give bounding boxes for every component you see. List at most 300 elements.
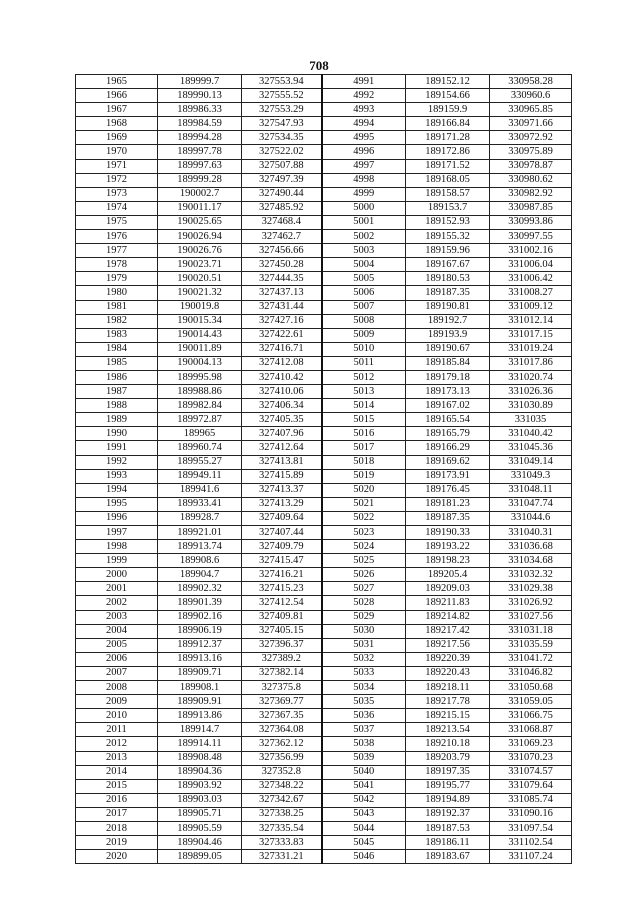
table-cell: 331074.57	[490, 765, 572, 779]
table-cell: 5007	[322, 300, 406, 314]
table-cell: 189186.11	[406, 836, 490, 850]
table-cell: 327405.35	[242, 413, 322, 427]
table-cell: 2003	[76, 610, 158, 624]
table-cell: 5025	[322, 554, 406, 568]
table-cell: 190019.8	[158, 300, 242, 314]
table-cell: 327407.96	[242, 427, 322, 441]
table-cell: 5043	[322, 807, 406, 821]
table-cell: 327335.54	[242, 821, 322, 835]
table-cell: 331009.12	[490, 300, 572, 314]
table-cell: 4999	[322, 187, 406, 201]
table-cell: 1977	[76, 244, 158, 258]
table-cell: 331019.24	[490, 342, 572, 356]
table-cell: 331059.05	[490, 695, 572, 709]
table-cell: 327416.71	[242, 342, 322, 356]
table-cell: 327407.44	[242, 526, 322, 540]
table-cell: 331050.68	[490, 681, 572, 695]
table-cell: 327333.83	[242, 836, 322, 850]
table-cell: 331044.6	[490, 511, 572, 525]
table-cell: 189210.18	[406, 737, 490, 751]
table-cell: 331085.74	[490, 793, 572, 807]
table-row	[76, 300, 572, 314]
table-cell: 190004.13	[158, 356, 242, 370]
table-row	[76, 441, 572, 455]
table-cell: 1991	[76, 441, 158, 455]
table-cell: 327507.88	[242, 159, 322, 173]
table-cell: 189211.83	[406, 596, 490, 610]
table-cell: 189167.02	[406, 399, 490, 413]
table-cell: 189995.98	[158, 370, 242, 384]
table-cell: 327450.28	[242, 258, 322, 272]
table-cell: 1988	[76, 399, 158, 413]
table-cell: 1966	[76, 89, 158, 103]
table-cell: 189158.57	[406, 187, 490, 201]
table-cell: 331032.32	[490, 568, 572, 582]
table-cell: 5045	[322, 836, 406, 850]
table-cell: 327485.92	[242, 201, 322, 215]
table-cell: 189913.16	[158, 652, 242, 666]
table-cell: 327375.8	[242, 681, 322, 695]
table-cell: 189955.27	[158, 455, 242, 469]
table-cell: 189902.32	[158, 582, 242, 596]
table-cell: 189173.13	[406, 385, 490, 399]
table-cell: 1989	[76, 413, 158, 427]
table-cell: 4995	[322, 131, 406, 145]
table-cell: 327409.64	[242, 511, 322, 525]
table-cell: 327367.35	[242, 709, 322, 723]
table-cell: 1994	[76, 483, 158, 497]
table-cell: 189165.79	[406, 427, 490, 441]
table-row	[76, 681, 572, 695]
table-cell: 331102.54	[490, 836, 572, 850]
table-cell: 189215.15	[406, 709, 490, 723]
table-row	[76, 286, 572, 300]
table-cell: 189190.81	[406, 300, 490, 314]
table-cell: 189214.82	[406, 610, 490, 624]
table-cell: 189899.05	[158, 850, 242, 864]
table-cell: 5019	[322, 469, 406, 483]
table-cell: 327416.21	[242, 568, 322, 582]
table-row	[76, 638, 572, 652]
table-cell: 327468.4	[242, 215, 322, 229]
table-row	[76, 610, 572, 624]
table-row	[76, 596, 572, 610]
table-cell: 189203.79	[406, 751, 490, 765]
table-cell: 5041	[322, 779, 406, 793]
table-cell: 189984.59	[158, 117, 242, 131]
table-cell: 189154.66	[406, 89, 490, 103]
table-cell: 189185.84	[406, 356, 490, 370]
table-cell: 327522.02	[242, 145, 322, 159]
table-cell: 189187.35	[406, 286, 490, 300]
table-cell: 4997	[322, 159, 406, 173]
table-cell: 327409.79	[242, 540, 322, 554]
table-cell: 5013	[322, 385, 406, 399]
table-cell: 5023	[322, 526, 406, 540]
table-cell: 2015	[76, 779, 158, 793]
table-row	[76, 117, 572, 131]
table-cell: 327331.21	[242, 850, 322, 864]
table-cell: 189999.28	[158, 173, 242, 187]
table-cell: 331107.24	[490, 850, 572, 864]
table-cell: 327413.81	[242, 455, 322, 469]
table-cell: 189172.86	[406, 145, 490, 159]
table-cell: 189999.7	[158, 75, 242, 89]
table-cell: 189153.7	[406, 201, 490, 215]
table-row	[76, 370, 572, 384]
table-cell: 331030.89	[490, 399, 572, 413]
table-cell: 5016	[322, 427, 406, 441]
table-row	[76, 356, 572, 370]
table-cell: 189166.84	[406, 117, 490, 131]
table-cell: 330958.28	[490, 75, 572, 89]
table-row	[76, 314, 572, 328]
table-cell: 331026.92	[490, 596, 572, 610]
table-row	[76, 469, 572, 483]
table-cell: 327369.77	[242, 695, 322, 709]
table-cell: 189217.42	[406, 624, 490, 638]
table-cell: 1965	[76, 75, 158, 89]
table-row	[76, 807, 572, 821]
table-cell: 330980.62	[490, 173, 572, 187]
table-cell: 189193.9	[406, 328, 490, 342]
table-cell: 189152.93	[406, 215, 490, 229]
table-cell: 1982	[76, 314, 158, 328]
table-row	[76, 75, 572, 89]
table-row	[76, 131, 572, 145]
table-row	[76, 709, 572, 723]
table-cell: 327389.2	[242, 652, 322, 666]
table-cell: 189914.7	[158, 723, 242, 737]
table-cell: 331031.18	[490, 624, 572, 638]
table-cell: 5015	[322, 413, 406, 427]
table-cell: 5020	[322, 483, 406, 497]
table-cell: 5033	[322, 666, 406, 680]
table-cell: 190021.32	[158, 286, 242, 300]
table-cell: 5035	[322, 695, 406, 709]
table-cell: 5044	[322, 821, 406, 835]
table-cell: 330997.55	[490, 230, 572, 244]
table-cell: 1996	[76, 511, 158, 525]
table-cell: 327437.13	[242, 286, 322, 300]
table-cell: 2018	[76, 821, 158, 835]
table-cell: 5024	[322, 540, 406, 554]
table-cell: 189183.67	[406, 850, 490, 864]
table-cell: 327410.42	[242, 370, 322, 384]
table-row	[76, 483, 572, 497]
table-row	[76, 215, 572, 229]
table-cell: 1999	[76, 554, 158, 568]
table-cell: 189159.96	[406, 244, 490, 258]
table-row	[76, 666, 572, 680]
table-cell: 1971	[76, 159, 158, 173]
table-cell: 5012	[322, 370, 406, 384]
table-cell: 1981	[76, 300, 158, 314]
table-cell: 4992	[322, 89, 406, 103]
table-cell: 189167.67	[406, 258, 490, 272]
table-cell: 189994.28	[158, 131, 242, 145]
table-cell: 331017.86	[490, 356, 572, 370]
table-row	[76, 511, 572, 525]
table-cell: 189159.9	[406, 103, 490, 117]
table-cell: 189166.29	[406, 441, 490, 455]
table-cell: 189171.52	[406, 159, 490, 173]
table-cell: 189152.12	[406, 75, 490, 89]
table-row	[76, 399, 572, 413]
table-cell: 327362.12	[242, 737, 322, 751]
table-cell: 190020.51	[158, 272, 242, 286]
table-cell: 189905.59	[158, 821, 242, 835]
table-cell: 189908.1	[158, 681, 242, 695]
table-cell: 190011.89	[158, 342, 242, 356]
table-cell: 331006.42	[490, 272, 572, 286]
table-cell: 2011	[76, 723, 158, 737]
table-cell: 5003	[322, 244, 406, 258]
table-cell: 189190.67	[406, 342, 490, 356]
table-cell: 189192.7	[406, 314, 490, 328]
table-row	[76, 427, 572, 441]
table-cell: 1992	[76, 455, 158, 469]
table-cell: 189193.22	[406, 540, 490, 554]
table-cell: 189217.56	[406, 638, 490, 652]
table-cell: 330975.89	[490, 145, 572, 159]
table-cell: 5031	[322, 638, 406, 652]
table-cell: 1998	[76, 540, 158, 554]
table-cell: 5005	[322, 272, 406, 286]
table-cell: 189988.86	[158, 385, 242, 399]
table-cell: 5009	[322, 328, 406, 342]
table-cell: 5002	[322, 230, 406, 244]
table-cell: 327456.66	[242, 244, 322, 258]
table-cell: 5046	[322, 850, 406, 864]
table-cell: 327348.22	[242, 779, 322, 793]
table-cell: 189928.7	[158, 511, 242, 525]
table-cell: 327462.7	[242, 230, 322, 244]
table-cell: 327410.06	[242, 385, 322, 399]
table-cell: 327415.47	[242, 554, 322, 568]
table-cell: 189194.89	[406, 793, 490, 807]
table-cell: 327382.14	[242, 666, 322, 680]
table-row	[76, 695, 572, 709]
table-cell: 327405.15	[242, 624, 322, 638]
table-cell: 331048.11	[490, 483, 572, 497]
table-cell: 331020.74	[490, 370, 572, 384]
table-cell: 2012	[76, 737, 158, 751]
table-cell: 5032	[322, 652, 406, 666]
table-cell: 189155.32	[406, 230, 490, 244]
table-cell: 189904.7	[158, 568, 242, 582]
table-cell: 327364.08	[242, 723, 322, 737]
table-cell: 327422.61	[242, 328, 322, 342]
table-cell: 327396.37	[242, 638, 322, 652]
table-cell: 1980	[76, 286, 158, 300]
table-cell: 331027.56	[490, 610, 572, 624]
table-cell: 327415.89	[242, 469, 322, 483]
table-cell: 327534.35	[242, 131, 322, 145]
table-cell: 5042	[322, 793, 406, 807]
table-cell: 1969	[76, 131, 158, 145]
table-cell: 5008	[322, 314, 406, 328]
table-cell: 327413.37	[242, 483, 322, 497]
table-cell: 1986	[76, 370, 158, 384]
table-cell: 331002.16	[490, 244, 572, 258]
table-cell: 189192.37	[406, 807, 490, 821]
table-cell: 189190.33	[406, 526, 490, 540]
table-cell: 1972	[76, 173, 158, 187]
table-row	[76, 413, 572, 427]
table-cell: 190011.17	[158, 201, 242, 215]
table-row	[76, 526, 572, 540]
table-cell: 331069.23	[490, 737, 572, 751]
table-cell: 189218.11	[406, 681, 490, 695]
table-cell: 1984	[76, 342, 158, 356]
table-cell: 189986.33	[158, 103, 242, 117]
table-cell: 327406.34	[242, 399, 322, 413]
table-cell: 189909.71	[158, 666, 242, 680]
table-cell: 5036	[322, 709, 406, 723]
table-cell: 1987	[76, 385, 158, 399]
table-cell: 189997.63	[158, 159, 242, 173]
table-cell: 4994	[322, 117, 406, 131]
table-cell: 331006.04	[490, 258, 572, 272]
table-row	[76, 258, 572, 272]
table-row	[76, 540, 572, 554]
table-cell: 189181.23	[406, 497, 490, 511]
table-cell: 327338.25	[242, 807, 322, 821]
table-cell: 190002.7	[158, 187, 242, 201]
table-cell: 330965.85	[490, 103, 572, 117]
table-cell: 327497.39	[242, 173, 322, 187]
table-cell: 331034.68	[490, 554, 572, 568]
table-cell: 5040	[322, 765, 406, 779]
table-row	[76, 187, 572, 201]
table-cell: 5030	[322, 624, 406, 638]
table-cell: 331070.23	[490, 751, 572, 765]
table-row	[76, 793, 572, 807]
table-row	[76, 821, 572, 835]
table-cell: 190026.94	[158, 230, 242, 244]
table-cell: 1990	[76, 427, 158, 441]
table-cell: 330972.92	[490, 131, 572, 145]
table-row	[76, 779, 572, 793]
table-cell: 327412.08	[242, 356, 322, 370]
table-cell: 189180.53	[406, 272, 490, 286]
table-cell: 5000	[322, 201, 406, 215]
table-cell: 1970	[76, 145, 158, 159]
table-cell: 5018	[322, 455, 406, 469]
table-cell: 2019	[76, 836, 158, 850]
table-cell: 331035.59	[490, 638, 572, 652]
table-cell: 189197.35	[406, 765, 490, 779]
table-row	[76, 850, 572, 864]
table-row	[76, 342, 572, 356]
table-cell: 331041.72	[490, 652, 572, 666]
table-cell: 5006	[322, 286, 406, 300]
table-cell: 189187.53	[406, 821, 490, 835]
table-cell: 327547.93	[242, 117, 322, 131]
table-row	[76, 554, 572, 568]
table-row	[76, 145, 572, 159]
table-cell: 5034	[322, 681, 406, 695]
table-cell: 5038	[322, 737, 406, 751]
table-cell: 4991	[322, 75, 406, 89]
table-cell: 189913.86	[158, 709, 242, 723]
table-cell: 190023.71	[158, 258, 242, 272]
table-cell: 327413.29	[242, 497, 322, 511]
table-cell: 189904.46	[158, 836, 242, 850]
table-cell: 5026	[322, 568, 406, 582]
table-cell: 2020	[76, 850, 158, 864]
table-cell: 330987.85	[490, 201, 572, 215]
table-cell: 331040.31	[490, 526, 572, 540]
table-cell: 5022	[322, 511, 406, 525]
table-cell: 189205.4	[406, 568, 490, 582]
table-cell: 2013	[76, 751, 158, 765]
table-cell: 190015.34	[158, 314, 242, 328]
table-cell: 330993.86	[490, 215, 572, 229]
table-cell: 189217.78	[406, 695, 490, 709]
table-cell: 331017.15	[490, 328, 572, 342]
table-cell: 1968	[76, 117, 158, 131]
table-cell: 189982.84	[158, 399, 242, 413]
table-cell: 5017	[322, 441, 406, 455]
table-cell: 189912.37	[158, 638, 242, 652]
table-row	[76, 652, 572, 666]
table-row	[76, 836, 572, 850]
table-cell: 330978.87	[490, 159, 572, 173]
table-cell: 327415.23	[242, 582, 322, 596]
table-cell: 189904.36	[158, 765, 242, 779]
table-cell: 330960.6	[490, 89, 572, 103]
table-cell: 327444.35	[242, 272, 322, 286]
table-cell: 190025.65	[158, 215, 242, 229]
table-cell: 1967	[76, 103, 158, 117]
table-cell: 189902.16	[158, 610, 242, 624]
table-row	[76, 89, 572, 103]
table-cell: 189965	[158, 427, 242, 441]
table-cell: 2008	[76, 681, 158, 695]
table-row	[76, 765, 572, 779]
table-cell: 2006	[76, 652, 158, 666]
table-cell: 189908.6	[158, 554, 242, 568]
table-cell: 189949.11	[158, 469, 242, 483]
table-cell: 327412.64	[242, 441, 322, 455]
table-cell: 189909.91	[158, 695, 242, 709]
table-row	[76, 328, 572, 342]
table-cell: 2009	[76, 695, 158, 709]
table-cell: 327431.44	[242, 300, 322, 314]
table-cell: 5001	[322, 215, 406, 229]
table-cell: 331029.38	[490, 582, 572, 596]
table-cell: 5027	[322, 582, 406, 596]
table-cell: 189173.91	[406, 469, 490, 483]
table-cell: 189905.71	[158, 807, 242, 821]
table-cell: 189209.03	[406, 582, 490, 596]
table-cell: 1979	[76, 272, 158, 286]
table-cell: 2014	[76, 765, 158, 779]
table-cell: 327553.94	[242, 75, 322, 89]
table-cell: 189933.41	[158, 497, 242, 511]
table-cell: 331035	[490, 413, 572, 427]
table-cell: 331026.36	[490, 385, 572, 399]
table-cell: 189179.18	[406, 370, 490, 384]
table-row	[76, 244, 572, 258]
table-cell: 331049.3	[490, 469, 572, 483]
table-cell: 331008.27	[490, 286, 572, 300]
table-cell: 327553.29	[242, 103, 322, 117]
table-cell: 189913.74	[158, 540, 242, 554]
table-row	[76, 230, 572, 244]
